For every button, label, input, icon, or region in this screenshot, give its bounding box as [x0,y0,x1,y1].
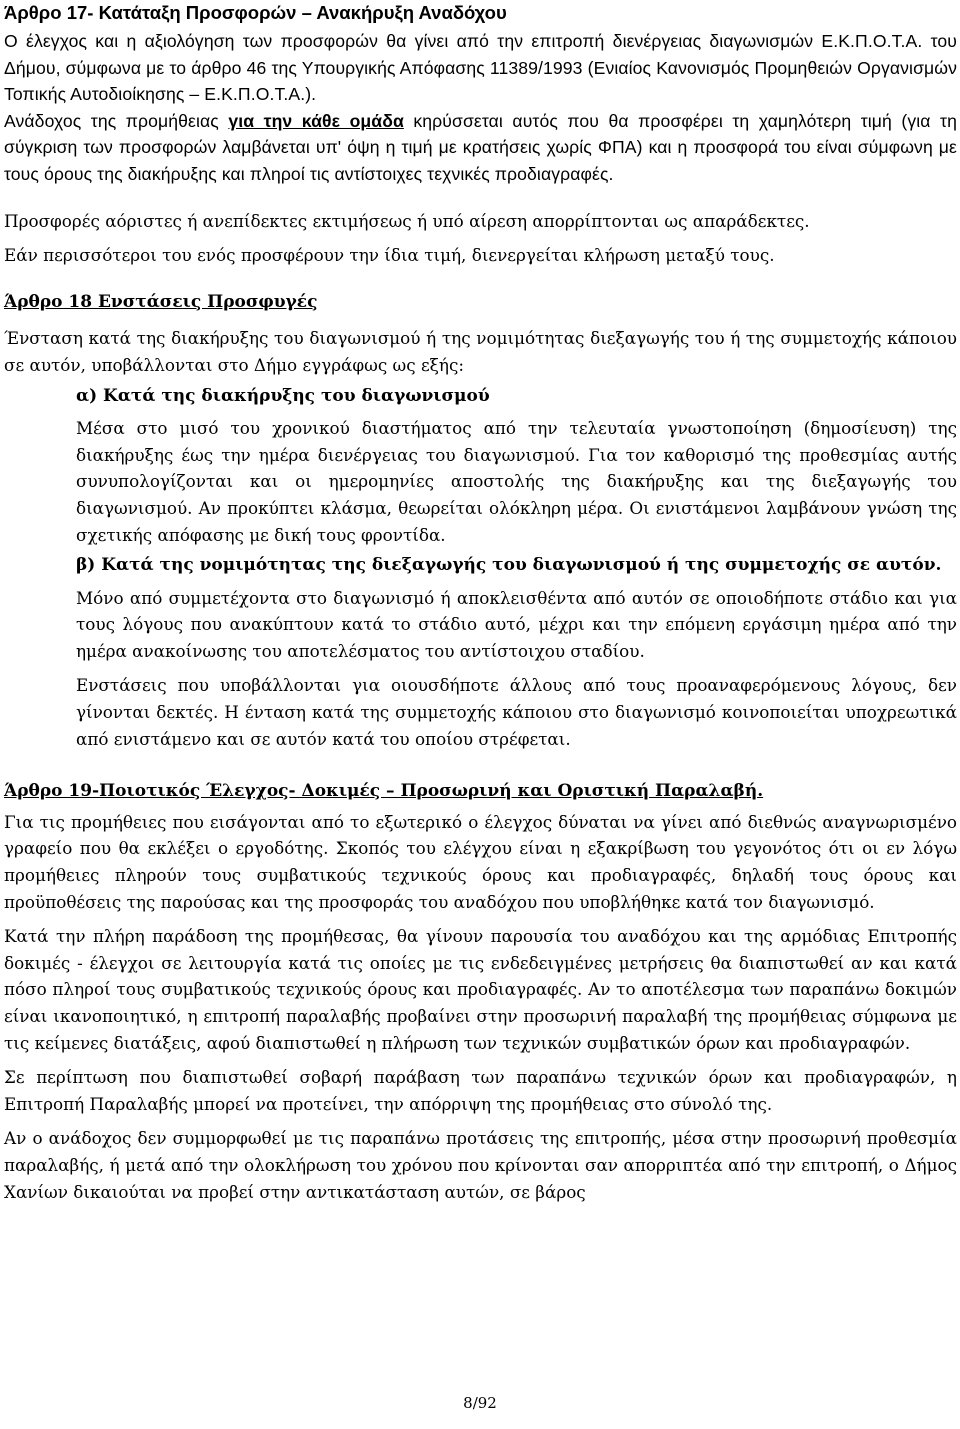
article-17-p2-end: κηρύσσεται αυτός που θα προσφέρει τη χαμηλότερη τιμή (για τη σύγκριση των προσφορών λαμβάνεται υπ' όψη η τιμή με κρατήσεις χωρίς ΦΠΑ) και η προσφορά του είναι σύμφωνη με τους όρους της διακήρυξης και πληροί τις αντίστοιχες τεχνικές προδιαγραφές. [4,110,957,184]
article-18-text-a: Μέσα στο μισό του χρονικού διαστήματος από την τελευταία γνωστοποίηση (δημοσίευση) της διακήρυξης έως την ημέρα διενέργειας του διαγωνισμού. Για τον καθορισμό της προθεσμίας αυτής συνυπολογίζονται και οι ημερομηνίες αποστολής της διακήρυξης και της διεξαγωγής του διαγωνισμού. Αν προκύπτει κλάσμα, θεωρείται ολόκληρη μέρα. Οι ενιστάμενοι λαμβάνουν γνώση της σχετικής απόφασης με δική τους φροντίδα. [76,418,957,545]
article-17-paragraph-2 [4,108,957,188]
article-18-text-b: Μόνο από συμμετέχοντα στο διαγωνισμό ή αποκλεισθέντα από αυτόν σε οποιοδήποτε στάδιο και για τους λόγους που ανακύπτουν κατά το στάδιο αυτό, μέχρι και την επόμενη εργάσιμη ημέρα από την ημέρα ανακοίνωσης του αποτελέσματος του αντίστοιχου σταδίου. [76,587,957,661]
article-19-heading: Άρθρο 19-Ποιοτικός Έλεγχος- Δοκιμές – Προσωρινή και Οριστική Παραλαβή. [4,781,764,802]
article-17-paragraph-4: Εάν περισσότεροι του ενός προσφέρουν την ίδια τιμή, διενεργείται κλήρωση μεταξύ τους. [4,245,775,266]
article-17-p2-start: Ανάδοχος της προμήθειας [4,110,219,131]
page-number: 8/92 [463,1394,497,1412]
article-18-intro: Ένσταση κατά της διακήρυξης του διαγωνισμού ή της νομιμότητας διεξαγωγής του ή της συμμετοχής κάποιου σε αυτόν, υποβάλλονται στο Δήμο εγγράφως ως εξής: [4,328,957,375]
article-18-text-b2: Ενστάσεις που υποβάλλονται για οιουσδήποτε άλλους από τους προαναφερόμενους λόγους, δεν γίνονται δεκτές. Η ένταση κατά της συμμετοχής κάποιου στο διαγωνισμό κοινοποιείται υποχρεωτικά από ενιστάμενο και σε αυτόν κατά του οποίου στρέφεται. [76,675,957,749]
article-18 [4,289,957,753]
article-17-paragraph-1: Ο έλεγχος και η αξιολόγηση των προσφορών θα γίνει από την επιτροπή διενέργειας διαγωνισμών Ε.Κ.Π.Ο.Τ.Α. του Δήμου, σύμφωνα με το άρθρο 46 της Υπουργικής Απόφασης 11389/1993 (Ενιαίος Κανονισμός Προμηθειών Οργανισμών Τοπικής Αυτοδιοίκησης – Ε.Κ.Π.Ο.Τ.Α.). [4,31,957,105]
article-17 [4,0,957,269]
article-17-paragraph-3: Προσφορές αόριστες ή ανεπίδεκτες εκτιμήσεως ή υπό αίρεση απορρίπτονται ως απαράδεκτες. [4,210,810,231]
article-17-heading: Άρθρο 17- Κατάταξη Προσφορών – Ανακήρυξη Αναδόχου [4,2,507,23]
article-19-paragraph-3: Σε περίπτωση που διαπιστωθεί σοβαρή παράβαση των παραπάνω τεχνικών όρων και προδιαγραφών, η Επιτροπή Παραλαβής μπορεί να προτείνει, την απόρριψη της προμήθειας στο σύνολό της. [4,1067,957,1114]
article-18-subheading-b: β) Κατά της νομιμότητας της διεξαγωγής του διαγωνισμού ή της συμμετοχής σε αυτόν. [76,555,942,576]
article-17-p2-emphasis: για την κάθε ομάδα [228,110,404,131]
article-19-paragraph-2: Κατά την πλήρη παράδοση της προμήθεσας, θα γίνουν παρουσία του αναδόχου και της αρμόδιας Επιτροπής δοκιμές - έλεγχοι σε λειτουργία κατά τις οποίες με τις ενδεδειγμένες μετρήσεις θα διαπιστωθεί αν και κατά πόσο πληροί τους συμβατικούς τεχνικούς όρους και προδιαγραφές. Αν το αποτέλεσμα των παραπάνω δοκιμών είναι ικανοποιητικό, η επιτροπή παραλαβής προβαίνει στην προσωρινή παραλαβή της προμήθειας σύμφωνα με τις κείμενες διατάξεις, αφού διαπιστωθεί η πλήρωση των τεχνικών συμβατικών όρων και προδιαγραφών. [4,926,957,1053]
article-19-paragraph-1: Για τις προμήθειες που εισάγονται από το εξωτερικό ο έλεγχος δύναται να γίνει από διεθνώς αναγνωρισμένο γραφείο που θα εκλέξει ο εργοδότης. Σκοπός του ελέγχου είναι η εξακρίβωση του γεγονότος ότι οι εν λόγω προμήθειες πληρούν τους συμβατικούς τεχνικούς όρους και προδιαγραφές, δηλαδή τους όρους και προϋποθέσεις της παρούσας και της προσφοράς του αναδόχου που υποβλήθηκε κατά τον διαγωνισμό. [4,811,957,912]
article-19 [4,778,957,1205]
article-19-paragraph-4: Αν ο ανάδοχος δεν συμμορφωθεί με τις παραπάνω προτάσεις της επιτροπής, μέσα στην προσωρινή προθεσμία παραλαβής, ή μετά από την ολοκλήρωση του χρόνου που κρίνονται σαν απορριπτέα από την επιτροπή, ο Δήμος Χανίων δικαιούται να προβεί στην αντικατάσταση αυτών, σε βάρος [4,1128,957,1202]
article-18-subheading-a: α) Κατά της διακήρυξης του διαγωνισμού [76,385,490,406]
article-18-heading: Άρθρο 18 Ενστάσεις Προσφυγές [4,291,318,312]
